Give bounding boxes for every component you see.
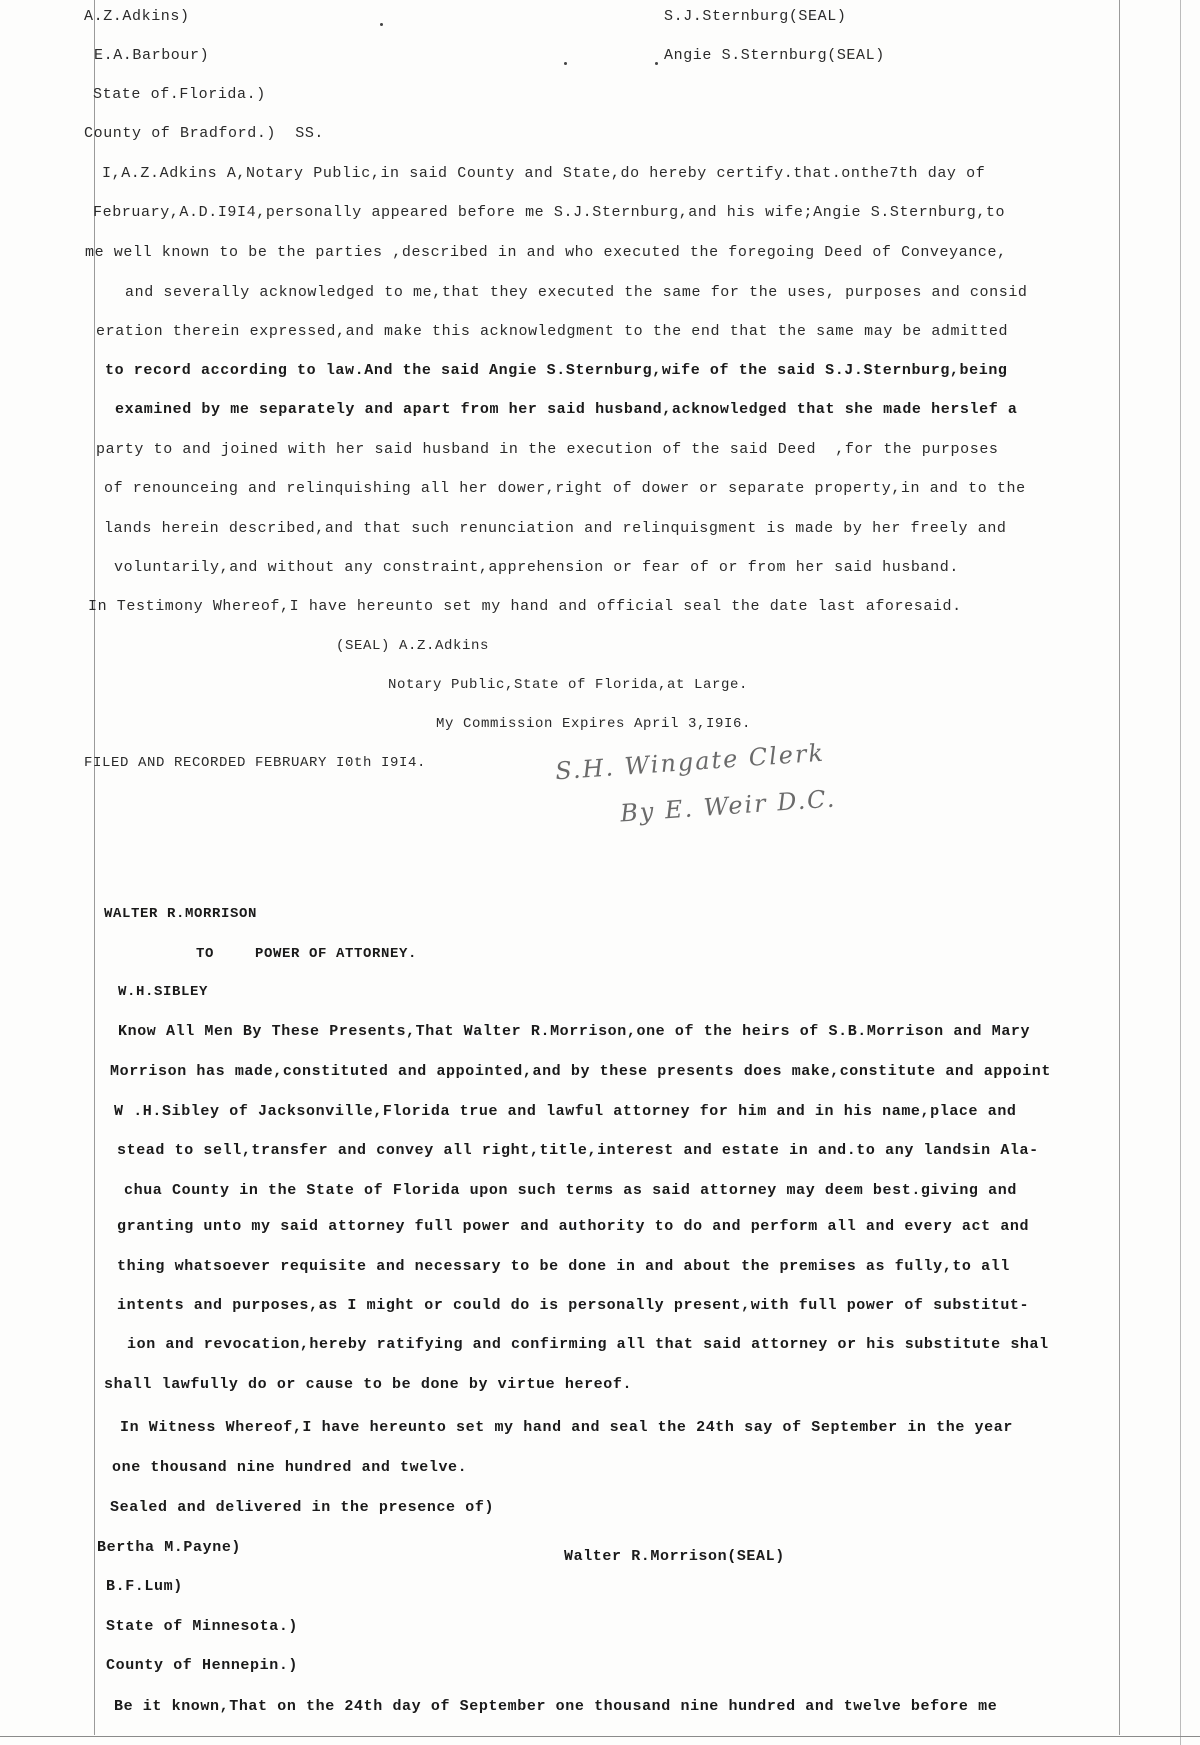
poa-body-line: thing whatsoever requisite and necessary to be done in and about the premises as fully,to all bbox=[117, 1258, 1010, 1275]
testimony-line: In Testimony Whereof,I have hereunto set my hand and official seal the date last aforesaid. bbox=[88, 598, 962, 615]
poa-grantee: W.H.SIBLEY bbox=[118, 984, 209, 1000]
poa-body-line: granting unto my said attorney full power and authority to do and perform all and every act and bbox=[117, 1218, 1030, 1235]
ink-dot bbox=[380, 23, 383, 26]
poa-sealed-line: Sealed and delivered in the presence of) bbox=[110, 1499, 495, 1516]
signatory-sj-sternburg: S.J.Sternburg(SEAL) bbox=[664, 8, 847, 25]
poa-venue-county: County of Hennepin.) bbox=[106, 1657, 299, 1674]
commission-expiry: My Commission Expires April 3,I9I6. bbox=[436, 716, 752, 732]
poa-body-line: ion and revocation,hereby ratifying and confirming all that said attorney or his substitute shal bbox=[127, 1336, 1049, 1353]
poa-witness-line: In Witness Whereof,I have hereunto set my hand and seal the 24th say of September in the year bbox=[120, 1419, 1013, 1436]
poa-body-line: W .H.Sibley of Jacksonville,Florida true and lawful attorney for him and in his name,place and bbox=[114, 1103, 1017, 1120]
poa-witness-lum: B.F.Lum) bbox=[106, 1578, 183, 1595]
poa-year-line: one thousand nine hundred and twelve. bbox=[112, 1459, 468, 1476]
notary-body-line: examined by me separately and apart from her said husband,acknowledged that she made herslef a bbox=[115, 401, 1018, 418]
notary-body-line: eration therein expressed,and make this acknowledgment to the end that the same may be admitted bbox=[96, 323, 1009, 340]
witness-adkins: A.Z.Adkins) bbox=[84, 8, 190, 25]
poa-body-line: chua County in the State of Florida upon such terms as said attorney may deem best.giving and bbox=[124, 1182, 1017, 1199]
notary-body-line: of renounceing and relinquishing all her dower,right of dower or separate property,in and to the bbox=[104, 480, 1026, 497]
poa-body-line: Morrison has made,constituted and appointed,and by these presents does make,constitute and appoint bbox=[110, 1063, 1051, 1080]
venue-state-florida: State of.Florida.) bbox=[93, 86, 266, 103]
notary-body-line: and severally acknowledged to me,that they executed the same for the uses, purposes and consid bbox=[125, 284, 1028, 301]
deputy-clerk-signature: By E. Weir D.C. bbox=[619, 784, 838, 828]
signatory-angie-sternburg: Angie S.Sternburg(SEAL) bbox=[664, 47, 885, 64]
witness-barbour: E.A.Barbour) bbox=[94, 47, 210, 64]
filed-recorded: FILED AND RECORDED FEBRUARY I0th I9I4. bbox=[84, 755, 427, 771]
notary-title: Notary Public,State of Florida,at Large. bbox=[388, 677, 749, 693]
poa-to: TO bbox=[196, 946, 215, 962]
poa-body-line: Know All Men By These Presents,That Walter R.Morrison,one of the heirs of S.B.Morrison and Mary bbox=[118, 1023, 1031, 1040]
poa-witness-payne: Bertha M.Payne) bbox=[97, 1539, 242, 1556]
poa-body-line: stead to sell,transfer and convey all right,title,interest and estate in and.to any landsin Ala- bbox=[117, 1142, 1039, 1159]
poa-title: POWER OF ATTORNEY. bbox=[255, 946, 418, 962]
right-margin-line bbox=[1119, 0, 1120, 1735]
ink-dot bbox=[564, 62, 567, 65]
right-edge-line bbox=[1180, 0, 1181, 1745]
bottom-edge-line bbox=[0, 1736, 1200, 1737]
notary-body-line: I,A.Z.Adkins A,Notary Public,in said County and State,do hereby certify.that.onthe7th day of bbox=[102, 165, 986, 182]
notary-body-line: lands herein described,and that such renunciation and relinquisgment is made by her freely and bbox=[104, 520, 1007, 537]
notary-body-line: February,A.D.I9I4,personally appeared before me S.J.Sternburg,and his wife;Angie S.Sternburg,to bbox=[93, 204, 1006, 221]
notary-body-line: to record according to law.And the said Angie S.Sternburg,wife of the said S.J.Sternburg,being bbox=[105, 362, 1008, 379]
notary-seal-signature: (SEAL) A.Z.Adkins bbox=[336, 638, 490, 654]
poa-grantor: WALTER R.MORRISON bbox=[104, 906, 258, 922]
venue-county-bradford: County of Bradford.) SS. bbox=[84, 125, 325, 142]
ink-dot bbox=[655, 62, 658, 65]
poa-closing-line: Be it known,That on the 24th day of September one thousand nine hundred and twelve before me bbox=[114, 1698, 998, 1715]
poa-body-line: shall lawfully do or cause to be done by virtue hereof. bbox=[104, 1376, 633, 1393]
poa-body-line: intents and purposes,as I might or could do is personally present,with full power of substitut- bbox=[117, 1297, 1030, 1314]
notary-body-line: me well known to be the parties ,described in and who executed the foregoing Deed of Conveyance, bbox=[85, 244, 1007, 261]
notary-body-line: party to and joined with her said husband in the execution of the said Deed ,for the purposes bbox=[96, 441, 999, 458]
poa-venue-state: State of Minnesota.) bbox=[106, 1618, 299, 1635]
clerk-signature: S.H. Wingate Clerk bbox=[554, 738, 826, 786]
poa-signatory: Walter R.Morrison(SEAL) bbox=[564, 1548, 785, 1565]
notary-body-line: voluntarily,and without any constraint,apprehension or fear of or from her said husband. bbox=[114, 559, 959, 576]
